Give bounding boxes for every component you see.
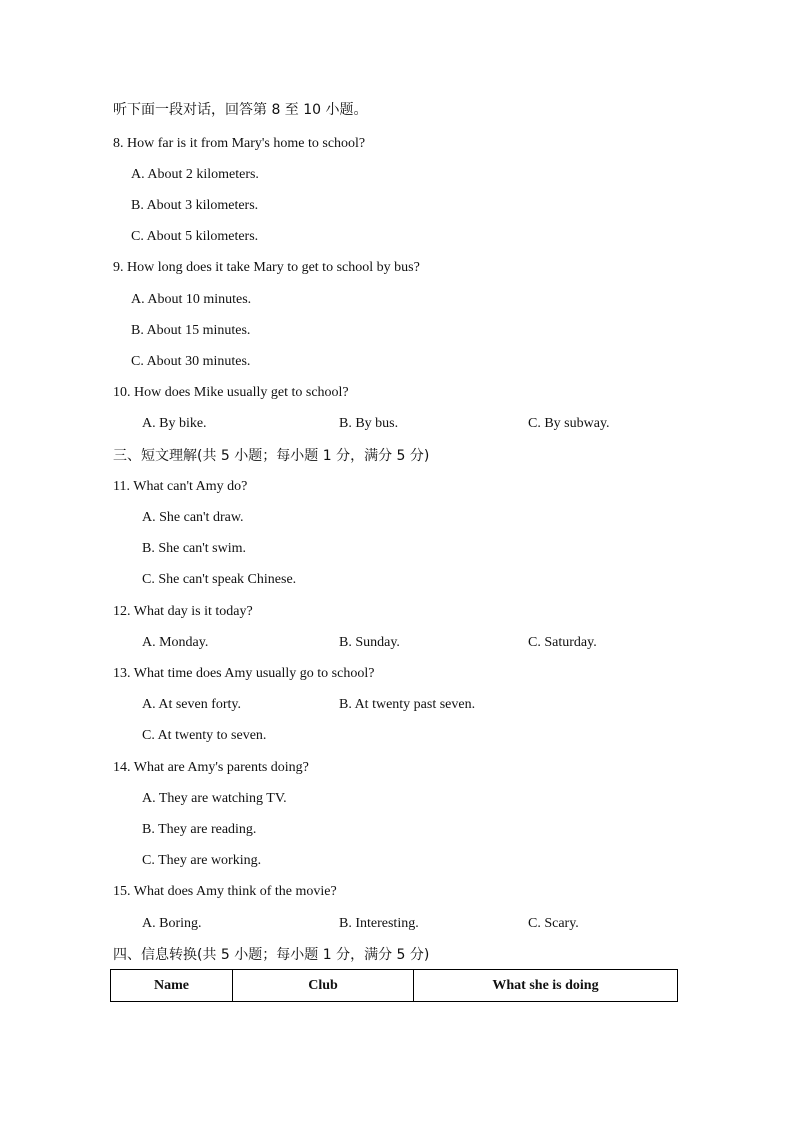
option-15b: B. Interesting.: [339, 916, 419, 931]
question-text: What time does Amy usually go to school?: [133, 666, 375, 681]
question-11: [113, 478, 247, 496]
question-text: What can't Amy do?: [133, 479, 248, 494]
option-8b: B. About 3 kilometers.: [131, 198, 259, 213]
option-11a: A. She can't draw.: [142, 510, 244, 525]
option-9b: B. About 15 minutes.: [131, 323, 251, 338]
option-14c: C. They are working.: [142, 853, 262, 868]
option-13a: A. At seven forty.: [142, 697, 242, 712]
question-number: 15.: [113, 884, 131, 899]
option-8a: A. About 2 kilometers.: [131, 167, 259, 182]
question-text: What day is it today?: [133, 604, 253, 619]
option-10b: B. By bus.: [339, 416, 399, 431]
option-15a: A. Boring.: [142, 916, 202, 931]
question-text: What does Amy think of the movie?: [133, 884, 337, 899]
option-8c: C. About 5 kilometers.: [131, 229, 259, 244]
question-number: 13.: [113, 666, 131, 681]
option-14b: B. They are reading.: [142, 822, 257, 837]
question-9: [113, 259, 420, 277]
option-9a: A. About 10 minutes.: [131, 292, 252, 307]
question-10: [113, 384, 349, 402]
question-number: 9.: [113, 260, 124, 275]
header-club: Club: [233, 970, 414, 1002]
question-number: 12.: [113, 604, 131, 619]
section-4-title: 四、信息转换(共 5 小题；每小题 1 分，满分 5 分): [113, 947, 430, 963]
question-text: How long does it take Mary to get to school by bus?: [127, 260, 420, 275]
section-3-title: 三、短文理解(共 5 小题；每小题 1 分，满分 5 分): [113, 448, 430, 464]
option-10c: C. By subway.: [528, 416, 610, 431]
option-13c: C. At twenty to seven.: [142, 728, 267, 743]
table-header-row: [111, 970, 678, 1002]
option-15c: C. Scary.: [528, 916, 579, 931]
question-15: [113, 883, 337, 901]
question-number: 14.: [113, 760, 131, 775]
option-10a: A. By bike.: [142, 416, 207, 431]
question-number: 11.: [113, 479, 130, 494]
question-number: 8.: [113, 136, 124, 151]
question-14: [113, 759, 309, 777]
question-text: How does Mike usually get to school?: [134, 385, 349, 400]
option-12c: C. Saturday.: [528, 635, 597, 650]
option-13b: B. At twenty past seven.: [339, 697, 476, 712]
option-11c: C. She can't speak Chinese.: [142, 572, 297, 587]
question-number: 10.: [113, 385, 131, 400]
question-text: What are Amy's parents doing?: [133, 760, 309, 775]
option-14a: A. They are watching TV.: [142, 791, 287, 806]
question-13: [113, 665, 374, 683]
option-12a: A. Monday.: [142, 635, 209, 650]
question-12: [113, 603, 253, 621]
option-12b: B. Sunday.: [339, 635, 400, 650]
info-table: [110, 969, 678, 1002]
option-9c: C. About 30 minutes.: [131, 354, 251, 369]
header-name: Name: [111, 970, 233, 1002]
header-what-she-is-doing: What she is doing: [414, 970, 678, 1002]
question-8: [113, 135, 365, 153]
section-intro: 听下面一段对话，回答第 8 至 10 小题。: [113, 102, 368, 118]
option-11b: B. She can't swim.: [142, 541, 247, 556]
question-text: How far is it from Mary's home to school?: [127, 136, 366, 151]
